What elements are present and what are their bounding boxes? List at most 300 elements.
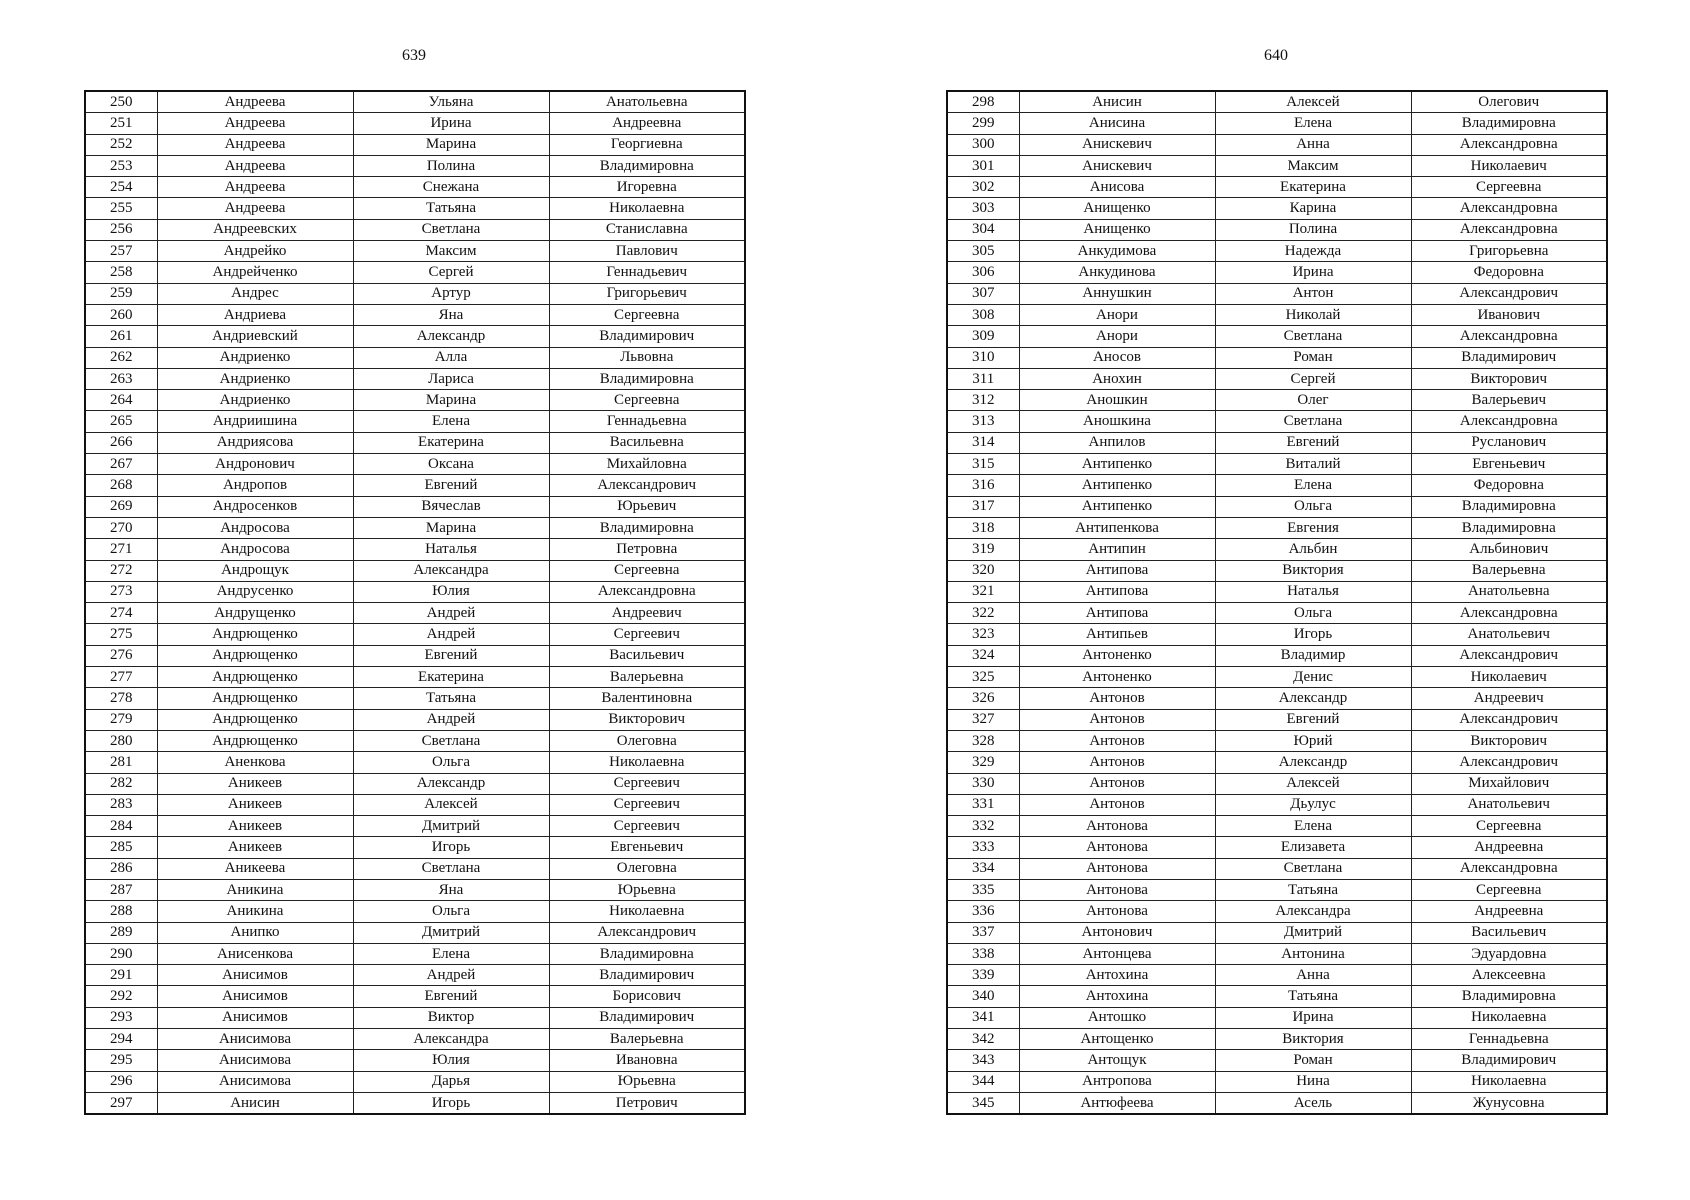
row-number-cell: 325 — [947, 667, 1019, 688]
first-name-cell: Елена — [353, 411, 549, 432]
patronymic-cell: Петровна — [549, 539, 745, 560]
patronymic-cell: Георгиевна — [549, 134, 745, 155]
first-name-cell: Екатерина — [353, 432, 549, 453]
row-number-cell: 278 — [85, 688, 157, 709]
patronymic-cell: Валентиновна — [549, 688, 745, 709]
last-name-cell: Анисин — [1019, 91, 1215, 113]
table-row — [85, 943, 745, 964]
names-table-body — [947, 91, 1607, 1114]
patronymic-cell: Александровна — [1411, 326, 1607, 347]
patronymic-cell: Александрович — [549, 922, 745, 943]
last-name-cell: Антипенко — [1019, 496, 1215, 517]
first-name-cell: Евгений — [353, 475, 549, 496]
patronymic-cell: Борисович — [549, 986, 745, 1007]
first-name-cell: Карина — [1215, 198, 1411, 219]
patronymic-cell: Русланович — [1411, 432, 1607, 453]
first-name-cell: Дмитрий — [1215, 922, 1411, 943]
row-number-cell: 334 — [947, 858, 1019, 879]
table-row — [947, 1092, 1607, 1114]
last-name-cell: Андрейченко — [157, 262, 353, 283]
table-row — [947, 1071, 1607, 1092]
row-number-cell: 286 — [85, 858, 157, 879]
last-name-cell: Антипова — [1019, 560, 1215, 581]
table-row — [947, 794, 1607, 815]
row-number-cell: 345 — [947, 1092, 1019, 1114]
first-name-cell: Светлана — [353, 730, 549, 751]
last-name-cell: Андриева — [157, 304, 353, 325]
table-row — [947, 730, 1607, 751]
first-name-cell: Евгений — [353, 645, 549, 666]
row-number-cell: 259 — [85, 283, 157, 304]
row-number-cell: 263 — [85, 368, 157, 389]
table-row — [85, 965, 745, 986]
row-number-cell: 322 — [947, 603, 1019, 624]
first-name-cell: Яна — [353, 879, 549, 900]
patronymic-cell: Сергеевна — [549, 390, 745, 411]
table-row — [947, 1050, 1607, 1071]
table-row — [85, 688, 745, 709]
patronymic-cell: Александровна — [1411, 603, 1607, 624]
first-name-cell: Алексей — [353, 794, 549, 815]
table-row — [85, 432, 745, 453]
row-number-cell: 339 — [947, 965, 1019, 986]
last-name-cell: Анищенко — [1019, 198, 1215, 219]
patronymic-cell: Михайлович — [1411, 773, 1607, 794]
patronymic-cell: Григорьевич — [549, 283, 745, 304]
row-number-cell: 304 — [947, 219, 1019, 240]
table-row — [947, 454, 1607, 475]
last-name-cell: Андрющенко — [157, 709, 353, 730]
last-name-cell: Антощук — [1019, 1050, 1215, 1071]
patronymic-cell: Юрьевна — [549, 879, 745, 900]
first-name-cell: Алексей — [1215, 91, 1411, 113]
first-name-cell: Татьяна — [1215, 879, 1411, 900]
last-name-cell: Антонов — [1019, 773, 1215, 794]
table-row — [85, 283, 745, 304]
first-name-cell: Ольга — [1215, 603, 1411, 624]
table-row — [947, 347, 1607, 368]
row-number-cell: 280 — [85, 730, 157, 751]
table-row — [947, 219, 1607, 240]
patronymic-cell: Сергеевич — [549, 816, 745, 837]
first-name-cell: Роман — [1215, 347, 1411, 368]
last-name-cell: Андриишина — [157, 411, 353, 432]
table-row — [85, 581, 745, 602]
patronymic-cell: Александровна — [1411, 198, 1607, 219]
last-name-cell: Антоненко — [1019, 645, 1215, 666]
row-number-cell: 269 — [85, 496, 157, 517]
table-row — [85, 709, 745, 730]
last-name-cell: Анисимов — [157, 965, 353, 986]
row-number-cell: 340 — [947, 986, 1019, 1007]
table-row — [947, 581, 1607, 602]
last-name-cell: Андросенков — [157, 496, 353, 517]
table-row — [85, 667, 745, 688]
patronymic-cell: Владимирович — [549, 326, 745, 347]
first-name-cell: Елена — [353, 943, 549, 964]
patronymic-cell: Олегович — [1411, 91, 1607, 113]
patronymic-cell: Васильевич — [1411, 922, 1607, 943]
first-name-cell: Алла — [353, 347, 549, 368]
first-name-cell: Александр — [353, 326, 549, 347]
table-row — [85, 262, 745, 283]
last-name-cell: Анискевич — [1019, 155, 1215, 176]
patronymic-cell: Юрьевич — [549, 496, 745, 517]
patronymic-cell: Сергеевич — [549, 773, 745, 794]
row-number-cell: 337 — [947, 922, 1019, 943]
patronymic-cell: Викторович — [1411, 730, 1607, 751]
patronymic-cell: Сергеевна — [549, 304, 745, 325]
row-number-cell: 311 — [947, 368, 1019, 389]
last-name-cell: Анисимов — [157, 986, 353, 1007]
row-number-cell: 302 — [947, 177, 1019, 198]
first-name-cell: Александра — [1215, 901, 1411, 922]
patronymic-cell: Александровна — [1411, 134, 1607, 155]
row-number-cell: 291 — [85, 965, 157, 986]
first-name-cell: Татьяна — [1215, 986, 1411, 1007]
last-name-cell: Анисин — [157, 1092, 353, 1114]
table-row — [947, 517, 1607, 538]
first-name-cell: Татьяна — [353, 688, 549, 709]
table-row — [947, 177, 1607, 198]
last-name-cell: Андрейко — [157, 241, 353, 262]
patronymic-cell: Викторович — [549, 709, 745, 730]
first-name-cell: Николай — [1215, 304, 1411, 325]
first-name-cell: Андрей — [353, 709, 549, 730]
row-number-cell: 310 — [947, 347, 1019, 368]
first-name-cell: Ирина — [1215, 1007, 1411, 1028]
table-row — [947, 390, 1607, 411]
patronymic-cell: Григорьевна — [1411, 241, 1607, 262]
patronymic-cell: Сергеевна — [549, 560, 745, 581]
row-number-cell: 282 — [85, 773, 157, 794]
patronymic-cell: Владимировна — [549, 943, 745, 964]
row-number-cell: 296 — [85, 1071, 157, 1092]
last-name-cell: Аношкин — [1019, 390, 1215, 411]
row-number-cell: 341 — [947, 1007, 1019, 1028]
table-row — [85, 816, 745, 837]
first-name-cell: Елена — [1215, 816, 1411, 837]
first-name-cell: Сергей — [353, 262, 549, 283]
last-name-cell: Антонова — [1019, 901, 1215, 922]
row-number-cell: 260 — [85, 304, 157, 325]
last-name-cell: Антонов — [1019, 730, 1215, 751]
row-number-cell: 265 — [85, 411, 157, 432]
row-number-cell: 336 — [947, 901, 1019, 922]
row-number-cell: 295 — [85, 1050, 157, 1071]
row-number-cell: 324 — [947, 645, 1019, 666]
page-number: 639 — [402, 47, 426, 64]
row-number-cell: 268 — [85, 475, 157, 496]
row-number-cell: 255 — [85, 198, 157, 219]
patronymic-cell: Александровна — [1411, 411, 1607, 432]
first-name-cell: Дьулус — [1215, 794, 1411, 815]
row-number-cell: 293 — [85, 1007, 157, 1028]
first-name-cell: Марина — [353, 517, 549, 538]
last-name-cell: Аникеев — [157, 816, 353, 837]
first-name-cell: Светлана — [353, 858, 549, 879]
row-number-cell: 258 — [85, 262, 157, 283]
row-number-cell: 335 — [947, 879, 1019, 900]
first-name-cell: Игорь — [353, 1092, 549, 1114]
patronymic-cell: Александровна — [549, 581, 745, 602]
patronymic-cell: Сергеевич — [549, 794, 745, 815]
first-name-cell: Андрей — [353, 624, 549, 645]
row-number-cell: 285 — [85, 837, 157, 858]
patronymic-cell: Александрович — [549, 475, 745, 496]
table-row — [85, 91, 745, 113]
row-number-cell: 290 — [85, 943, 157, 964]
row-number-cell: 288 — [85, 901, 157, 922]
table-row — [947, 773, 1607, 794]
last-name-cell: Антипенкова — [1019, 517, 1215, 538]
row-number-cell: 318 — [947, 517, 1019, 538]
table-row — [947, 1007, 1607, 1028]
first-name-cell: Екатерина — [353, 667, 549, 688]
last-name-cell: Анисина — [1019, 113, 1215, 134]
row-number-cell: 276 — [85, 645, 157, 666]
first-name-cell: Наталья — [1215, 581, 1411, 602]
patronymic-cell: Валерьевна — [1411, 560, 1607, 581]
row-number-cell: 333 — [947, 837, 1019, 858]
row-number-cell: 257 — [85, 241, 157, 262]
table-row — [947, 560, 1607, 581]
first-name-cell: Андрей — [353, 965, 549, 986]
first-name-cell: Андрей — [353, 603, 549, 624]
row-number-cell: 272 — [85, 560, 157, 581]
first-name-cell: Юрий — [1215, 730, 1411, 751]
row-number-cell: 313 — [947, 411, 1019, 432]
last-name-cell: Андриясова — [157, 432, 353, 453]
last-name-cell: Андреева — [157, 91, 353, 113]
first-name-cell: Светлана — [1215, 858, 1411, 879]
table-row — [947, 943, 1607, 964]
patronymic-cell: Андреевна — [1411, 837, 1607, 858]
first-name-cell: Юлия — [353, 1050, 549, 1071]
patronymic-cell: Геннадьевич — [549, 262, 745, 283]
patronymic-cell: Эдуардовна — [1411, 943, 1607, 964]
patronymic-cell: Николаевна — [549, 752, 745, 773]
first-name-cell: Татьяна — [353, 198, 549, 219]
first-name-cell: Ольга — [353, 752, 549, 773]
last-name-cell: Аникеев — [157, 794, 353, 815]
table-row — [947, 688, 1607, 709]
first-name-cell: Лариса — [353, 368, 549, 389]
last-name-cell: Аннушкин — [1019, 283, 1215, 304]
row-number-cell: 254 — [85, 177, 157, 198]
table-row — [85, 1092, 745, 1114]
last-name-cell: Анисимова — [157, 1071, 353, 1092]
patronymic-cell: Олеговна — [549, 858, 745, 879]
row-number-cell: 250 — [85, 91, 157, 113]
table-row — [85, 347, 745, 368]
first-name-cell: Вячеслав — [353, 496, 549, 517]
last-name-cell: Андриенко — [157, 347, 353, 368]
first-name-cell: Ирина — [1215, 262, 1411, 283]
first-name-cell: Марина — [353, 134, 549, 155]
last-name-cell: Аникеева — [157, 858, 353, 879]
first-name-cell: Игорь — [353, 837, 549, 858]
patronymic-cell: Владимировна — [549, 155, 745, 176]
table-row — [947, 752, 1607, 773]
table-row — [85, 752, 745, 773]
table-row — [85, 901, 745, 922]
table-row — [85, 368, 745, 389]
last-name-cell: Анпилов — [1019, 432, 1215, 453]
table-row — [947, 304, 1607, 325]
first-name-cell: Алексей — [1215, 773, 1411, 794]
table-row — [85, 773, 745, 794]
last-name-cell: Антонцева — [1019, 943, 1215, 964]
last-name-cell: Антонова — [1019, 816, 1215, 837]
last-name-cell: Антипова — [1019, 603, 1215, 624]
patronymic-cell: Николаевна — [549, 901, 745, 922]
first-name-cell: Евгения — [1215, 517, 1411, 538]
first-name-cell: Дмитрий — [353, 922, 549, 943]
last-name-cell: Андреева — [157, 155, 353, 176]
table-row — [947, 965, 1607, 986]
first-name-cell: Ирина — [353, 113, 549, 134]
row-number-cell: 261 — [85, 326, 157, 347]
last-name-cell: Антипова — [1019, 581, 1215, 602]
last-name-cell: Андреевских — [157, 219, 353, 240]
table-row — [85, 219, 745, 240]
last-name-cell: Антонова — [1019, 837, 1215, 858]
table-row — [947, 901, 1607, 922]
row-number-cell: 326 — [947, 688, 1019, 709]
first-name-cell: Полина — [1215, 219, 1411, 240]
last-name-cell: Анипко — [157, 922, 353, 943]
first-name-cell: Сергей — [1215, 368, 1411, 389]
last-name-cell: Антипьев — [1019, 624, 1215, 645]
row-number-cell: 329 — [947, 752, 1019, 773]
row-number-cell: 266 — [85, 432, 157, 453]
patronymic-cell: Владимирович — [549, 1007, 745, 1028]
patronymic-cell: Васильевич — [549, 645, 745, 666]
last-name-cell: Андреева — [157, 198, 353, 219]
row-number-cell: 305 — [947, 241, 1019, 262]
last-name-cell: Антипенко — [1019, 454, 1215, 475]
first-name-cell: Евгений — [1215, 709, 1411, 730]
last-name-cell: Антошко — [1019, 1007, 1215, 1028]
first-name-cell: Юлия — [353, 581, 549, 602]
table-row — [85, 539, 745, 560]
row-number-cell: 327 — [947, 709, 1019, 730]
table-row — [947, 709, 1607, 730]
table-row — [947, 858, 1607, 879]
last-name-cell: Аношкина — [1019, 411, 1215, 432]
table-row — [85, 177, 745, 198]
row-number-cell: 306 — [947, 262, 1019, 283]
last-name-cell: Андреева — [157, 113, 353, 134]
patronymic-cell: Андреевич — [1411, 688, 1607, 709]
row-number-cell: 281 — [85, 752, 157, 773]
table-row — [85, 560, 745, 581]
patronymic-cell: Владимирович — [1411, 347, 1607, 368]
first-name-cell: Нина — [1215, 1071, 1411, 1092]
patronymic-cell: Владимирович — [1411, 1050, 1607, 1071]
table-row — [85, 1007, 745, 1028]
table-row — [947, 1029, 1607, 1050]
last-name-cell: Анищенко — [1019, 219, 1215, 240]
last-name-cell: Анискевич — [1019, 134, 1215, 155]
patronymic-cell: Николаевна — [549, 198, 745, 219]
last-name-cell: Анохин — [1019, 368, 1215, 389]
table-row — [85, 454, 745, 475]
patronymic-cell: Андреевна — [549, 113, 745, 134]
table-row — [85, 1050, 745, 1071]
row-number-cell: 270 — [85, 517, 157, 538]
row-number-cell: 317 — [947, 496, 1019, 517]
first-name-cell: Антон — [1215, 283, 1411, 304]
last-name-cell: Андросова — [157, 539, 353, 560]
row-number-cell: 292 — [85, 986, 157, 1007]
table-row — [947, 368, 1607, 389]
patronymic-cell: Александровна — [1411, 858, 1607, 879]
row-number-cell: 328 — [947, 730, 1019, 751]
first-name-cell: Виктор — [353, 1007, 549, 1028]
first-name-cell: Екатерина — [1215, 177, 1411, 198]
table-row — [85, 645, 745, 666]
first-name-cell: Роман — [1215, 1050, 1411, 1071]
first-name-cell: Александр — [1215, 688, 1411, 709]
row-number-cell: 330 — [947, 773, 1019, 794]
table-row — [947, 262, 1607, 283]
table-row — [947, 198, 1607, 219]
first-name-cell: Марина — [353, 390, 549, 411]
patronymic-cell: Сергеевна — [1411, 177, 1607, 198]
page-number: 640 — [1264, 47, 1288, 64]
first-name-cell: Яна — [353, 304, 549, 325]
last-name-cell: Андриенко — [157, 390, 353, 411]
patronymic-cell: Владимировна — [549, 517, 745, 538]
patronymic-cell: Валерьевич — [1411, 390, 1607, 411]
row-number-cell: 279 — [85, 709, 157, 730]
last-name-cell: Анисимова — [157, 1050, 353, 1071]
table-row — [947, 539, 1607, 560]
table-row — [947, 496, 1607, 517]
row-number-cell: 321 — [947, 581, 1019, 602]
table-row — [85, 390, 745, 411]
table-row — [947, 155, 1607, 176]
last-name-cell: Антонова — [1019, 879, 1215, 900]
row-number-cell: 309 — [947, 326, 1019, 347]
row-number-cell: 307 — [947, 283, 1019, 304]
first-name-cell: Александра — [353, 560, 549, 581]
patronymic-cell: Владимировна — [549, 368, 745, 389]
patronymic-cell: Геннадьевна — [1411, 1029, 1607, 1050]
table-row — [947, 475, 1607, 496]
last-name-cell: Анисимов — [157, 1007, 353, 1028]
row-number-cell: 262 — [85, 347, 157, 368]
patronymic-cell: Владимировна — [1411, 113, 1607, 134]
first-name-cell: Ольга — [353, 901, 549, 922]
row-number-cell: 256 — [85, 219, 157, 240]
row-number-cell: 319 — [947, 539, 1019, 560]
last-name-cell: Анори — [1019, 304, 1215, 325]
row-number-cell: 274 — [85, 603, 157, 624]
first-name-cell: Виталий — [1215, 454, 1411, 475]
patronymic-cell: Владимировна — [1411, 496, 1607, 517]
patronymic-cell: Евгеньевич — [1411, 454, 1607, 475]
patronymic-cell: Жунусовна — [1411, 1092, 1607, 1114]
patronymic-cell: Станиславна — [549, 219, 745, 240]
patronymic-cell: Владимирович — [549, 965, 745, 986]
last-name-cell: Аненкова — [157, 752, 353, 773]
table-row — [947, 986, 1607, 1007]
row-number-cell: 342 — [947, 1029, 1019, 1050]
last-name-cell: Антропова — [1019, 1071, 1215, 1092]
